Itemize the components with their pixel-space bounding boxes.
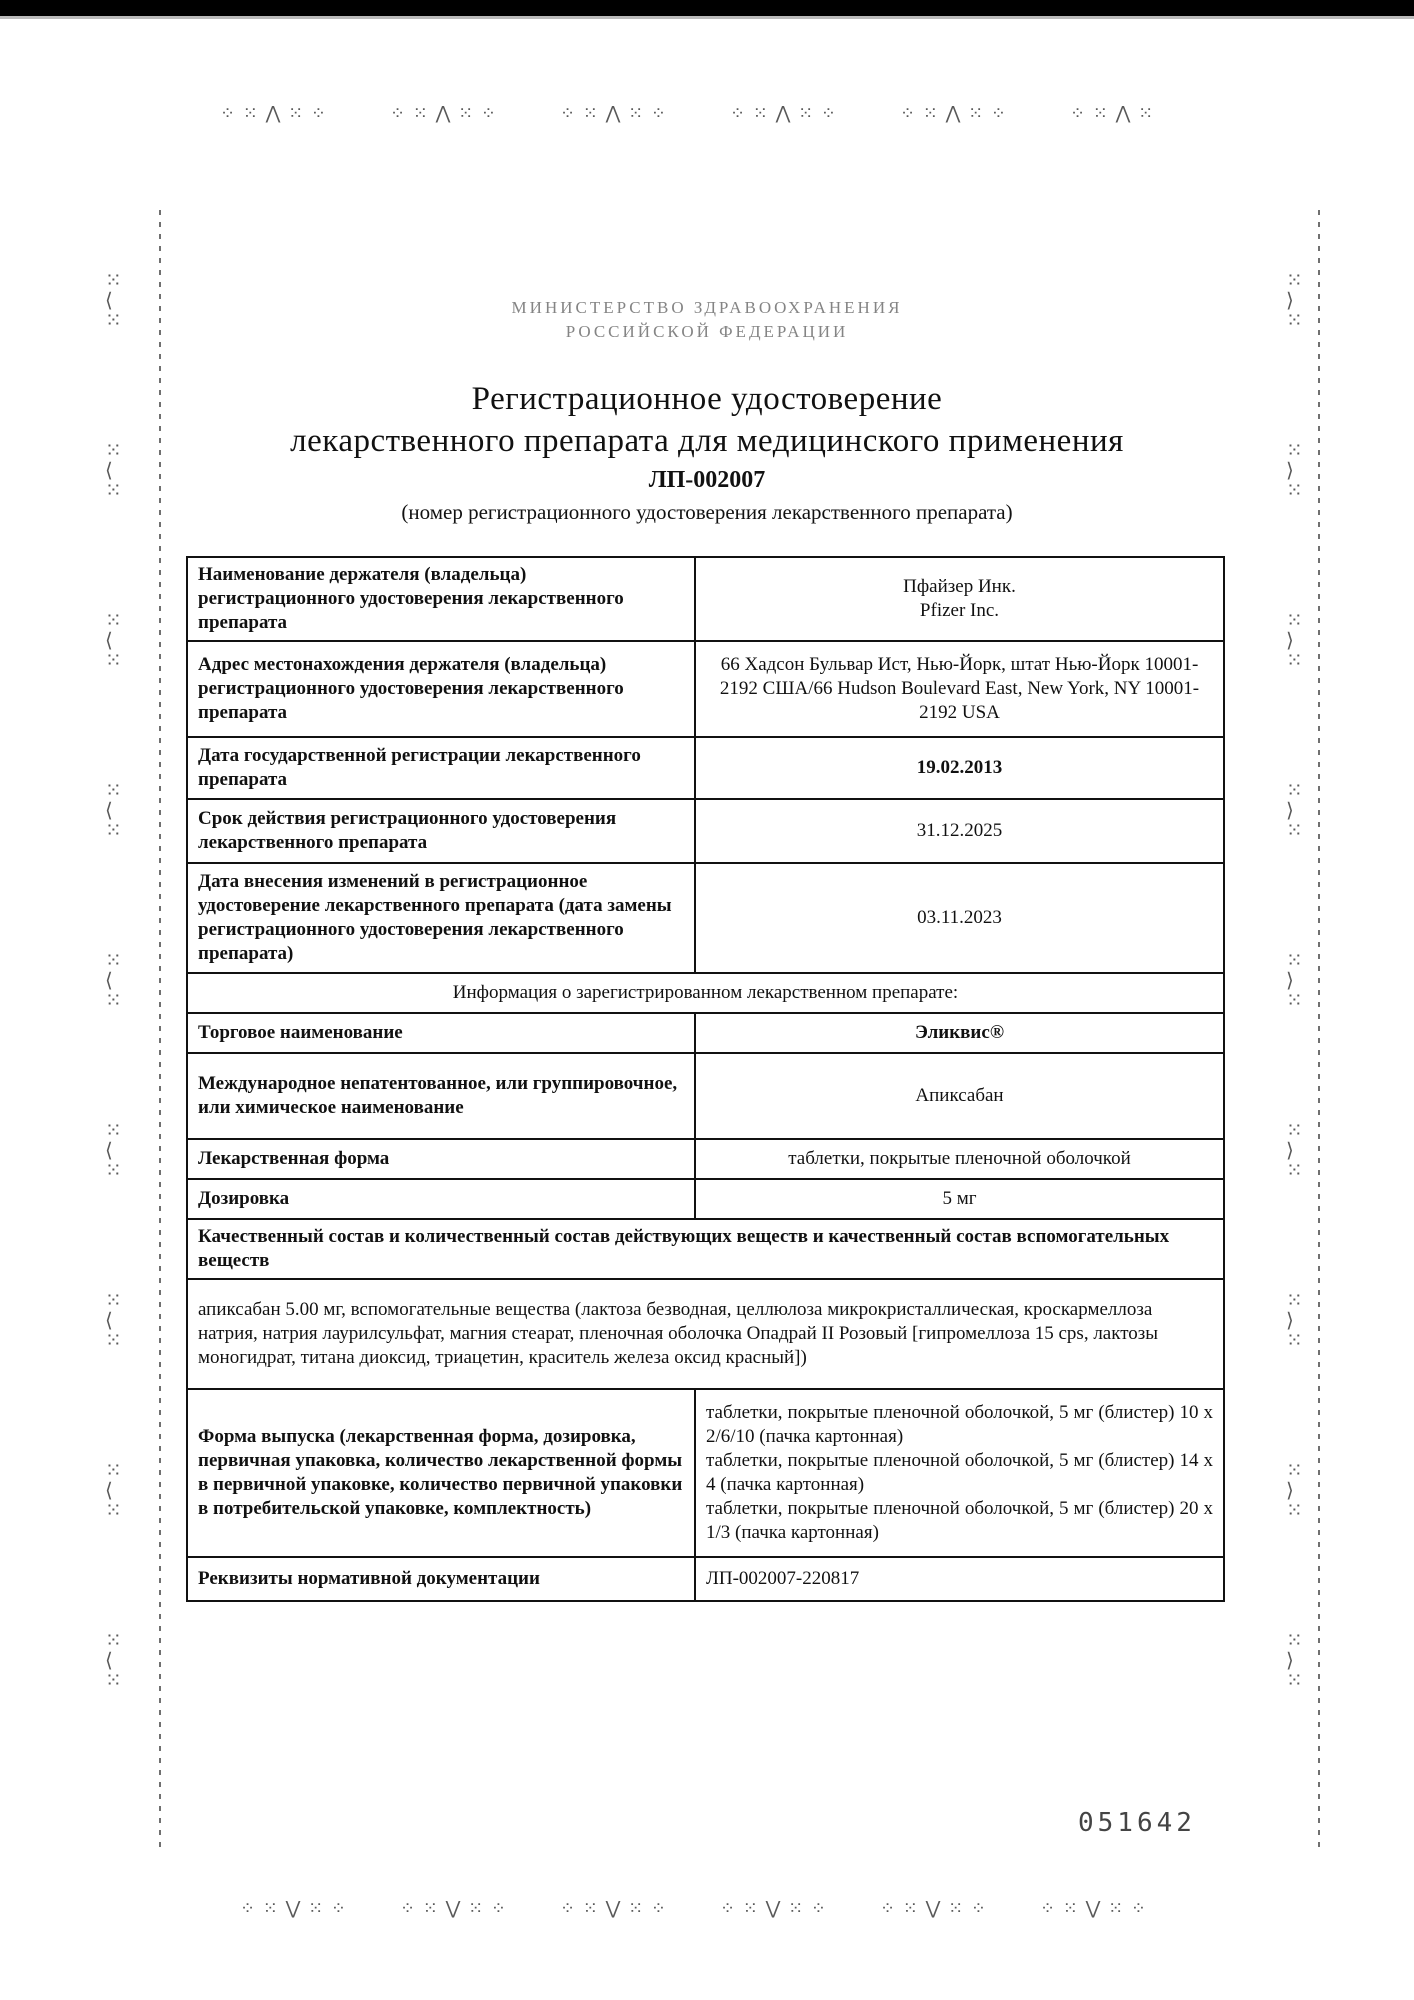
holder-address-label: Адрес местонахождения держателя (владельца) регистрационного удостоверения лекарственного препарата	[187, 641, 695, 737]
table-row-registration-date	[187, 737, 1224, 799]
border-ornament-icon: ⁘ ⁙ ⋁ ⁙ ⁘	[880, 1898, 987, 1919]
table-row-dosage-form	[187, 1139, 1224, 1179]
info-header: Информация о зарегистрированном лекарственном препарате:	[187, 973, 1224, 1013]
dosage-label: Дозировка	[187, 1179, 695, 1219]
document-title	[0, 378, 1414, 462]
validity-label: Срок действия регистрационного удостоверения лекарственного препарата	[187, 799, 695, 863]
border-ornament-icon: ⁘ ⁙ ⋁ ⁙ ⁘	[560, 1898, 667, 1919]
border-ornament-icon: ⁙ ⟨ ⁙	[105, 1628, 123, 1692]
registration-date-label: Дата государственной регистрации лекарственного препарата	[187, 737, 695, 799]
border-ornament-icon: ⁙ ⟩ ⁙	[1286, 1288, 1304, 1352]
table-row-release-form	[187, 1389, 1224, 1557]
normative-docs-value: ЛП-002007-220817	[695, 1557, 1224, 1601]
composition-value: апиксабан 5.00 мг, вспомогательные вещества (лактоза безводная, целлюлоза микрокристаллическая, кроскармеллоза натрия, натрия лаурилсульфат, магния стеарат, пленочная оболочка Опадрай II Розовый [гипромеллоза 15 cps, лактозы моногидрат, титана диоксид, триацетин, краситель железа оксид красный])	[187, 1279, 1224, 1389]
table-row-holder-address	[187, 641, 1224, 737]
holder-address-value: 66 Хадсон Бульвар Ист, Нью-Йорк, штат Нью-Йорк 10001-2192 США/66 Hudson Boulevard East, New York, NY 10001-2192 USA	[695, 641, 1224, 737]
border-ornament-icon: ⁙ ⟨ ⁙	[105, 948, 123, 1012]
composition-label: Качественный состав и количественный состав действующих веществ и качественный состав вспомогательных веществ	[187, 1219, 1224, 1279]
border-ornament-icon: ⁘ ⁙ ⋀ ⁙	[1070, 103, 1155, 124]
border-ornament-icon: ⁙ ⟨ ⁙	[105, 1288, 123, 1352]
border-ornament-icon: ⁙ ⟩ ⁙	[1286, 438, 1304, 502]
border-ornament-icon: ⁘ ⁙ ⋁ ⁙ ⁘	[1040, 1898, 1147, 1919]
border-ornament-icon: ⁙ ⟩ ⁙	[1286, 1458, 1304, 1522]
border-ornament-icon: ⁘ ⁙ ⋁ ⁙ ⁘	[720, 1898, 827, 1919]
inn-value: Апиксабан	[695, 1053, 1224, 1139]
title-line-1: Регистрационное удостоверение	[471, 381, 943, 417]
border-ornament-icon: ⁙ ⟩ ⁙	[1286, 1628, 1304, 1692]
border-ornament-icon: ⁘ ⁙ ⋀ ⁙ ⁘	[220, 103, 327, 124]
border-ornament-icon: ⁙ ⟨ ⁙	[105, 778, 123, 842]
release-form-option: таблетки, покрытые пленочной оболочкой, 5 мг (блистер) 14 x 4 (пачка картонная)	[706, 1450, 1213, 1495]
border-ornament-icon: ⁘ ⁙ ⋀ ⁙ ⁘	[390, 103, 497, 124]
release-form-label: Форма выпуска (лекарственная форма, дозировка, первичная упаковка, количество лекарственной формы в первичной упаковке, количество первичной упаковки в потребительской упаковке, комплектность)	[187, 1389, 695, 1557]
border-ornament-icon: ⁘ ⁙ ⋁ ⁙ ⁘	[240, 1898, 347, 1919]
dosage-value: 5 мг	[695, 1179, 1224, 1219]
form-serial-number: 051642	[1078, 1808, 1196, 1838]
change-date-value: 03.11.2023	[695, 863, 1224, 973]
table-row-validity	[187, 799, 1224, 863]
border-ornament-icon: ⁙ ⟨ ⁙	[105, 1118, 123, 1182]
change-date-label: Дата внесения изменений в регистрационное удостоверение лекарственного препарата (дата замены регистрационного удостоверения лекарственного препарата)	[187, 863, 695, 973]
registration-number: ЛП-002007	[648, 467, 766, 493]
registration-table	[186, 556, 1225, 1602]
inn-label: Международное непатентованное, или группировочное, или химическое наименование	[187, 1053, 695, 1139]
border-ornament-icon: ⁙ ⟩ ⁙	[1286, 948, 1304, 1012]
decorative-border-top	[150, 95, 1210, 155]
release-form-option: таблетки, покрытые пленочной оболочкой, 5 мг (блистер) 10 x 2/6/10 (пачка картонная)	[706, 1402, 1213, 1447]
border-ornament-icon: ⁙ ⟩ ⁙	[1286, 268, 1304, 332]
scan-top-edge	[0, 0, 1414, 16]
release-form-value	[695, 1389, 1224, 1557]
border-ornament-icon: ⁘ ⁙ ⋀ ⁙ ⁘	[730, 103, 837, 124]
table-row-composition-label	[187, 1219, 1224, 1279]
border-ornament-icon: ⁙ ⟨ ⁙	[105, 438, 123, 502]
dosage-form-label: Лекарственная форма	[187, 1139, 695, 1179]
normative-docs-label: Реквизиты нормативной документации	[187, 1557, 695, 1601]
holder-name-label: Наименование держателя (владельца) регистрационного удостоверения лекарственного препарата	[187, 557, 695, 641]
border-ornament-icon: ⁘ ⁙ ⋀ ⁙ ⁘	[560, 103, 667, 124]
holder-name-value	[695, 557, 1224, 641]
release-form-option: таблетки, покрытые пленочной оболочкой, 5 мг (блистер) 20 x 1/3 (пачка картонная)	[706, 1498, 1213, 1543]
table-row-change-date	[187, 863, 1224, 973]
title-line-2: лекарственного препарата для медицинского применения	[290, 423, 1124, 459]
dosage-form-value: таблетки, покрытые пленочной оболочкой	[695, 1139, 1224, 1179]
border-ornament-icon: ⁙ ⟨ ⁙	[105, 1458, 123, 1522]
registration-number-caption: (номер регистрационного удостоверения лекарственного препарата)	[401, 500, 1013, 524]
table-row-holder-name	[187, 557, 1224, 641]
ministry-heading	[0, 296, 1414, 344]
border-ornament-icon: ⁘ ⁙ ⋀ ⁙ ⁘	[900, 103, 1007, 124]
border-ornament-icon: ⁙ ⟩ ⁙	[1286, 778, 1304, 842]
decorative-border-bottom	[150, 1890, 1210, 1950]
ministry-line-2: РОССИЙСКОЙ ФЕДЕРАЦИИ	[565, 322, 849, 341]
border-ornament-icon: ⁙ ⟩ ⁙	[1286, 608, 1304, 672]
border-ornament-icon: ⁙ ⟩ ⁙	[1286, 1118, 1304, 1182]
table-row-dosage	[187, 1179, 1224, 1219]
trade-name-label: Торговое наименование	[187, 1013, 695, 1053]
registration-date-value: 19.02.2013	[695, 737, 1224, 799]
scan-top-edge-shadow	[0, 16, 1414, 19]
table-row-info-header	[187, 973, 1224, 1013]
table-row-normative-docs	[187, 1557, 1224, 1601]
holder-name-en: Pfizer Inc.	[919, 600, 1000, 621]
table-row-trade-name	[187, 1013, 1224, 1053]
border-ornament-icon: ⁙ ⟨ ⁙	[105, 608, 123, 672]
border-ornament-icon: ⁙ ⟨ ⁙	[105, 268, 123, 332]
border-ornament-icon: ⁘ ⁙ ⋁ ⁙ ⁘	[400, 1898, 507, 1919]
table-row-inn	[187, 1053, 1224, 1139]
trade-name-value: Эликвис®	[695, 1013, 1224, 1053]
ministry-line-1: МИНИСТЕРСТВО ЗДРАВООХРАНЕНИЯ	[511, 298, 903, 317]
table-row-composition-value	[187, 1279, 1224, 1389]
holder-name-ru: Пфайзер Инк.	[903, 576, 1016, 597]
validity-value: 31.12.2025	[695, 799, 1224, 863]
